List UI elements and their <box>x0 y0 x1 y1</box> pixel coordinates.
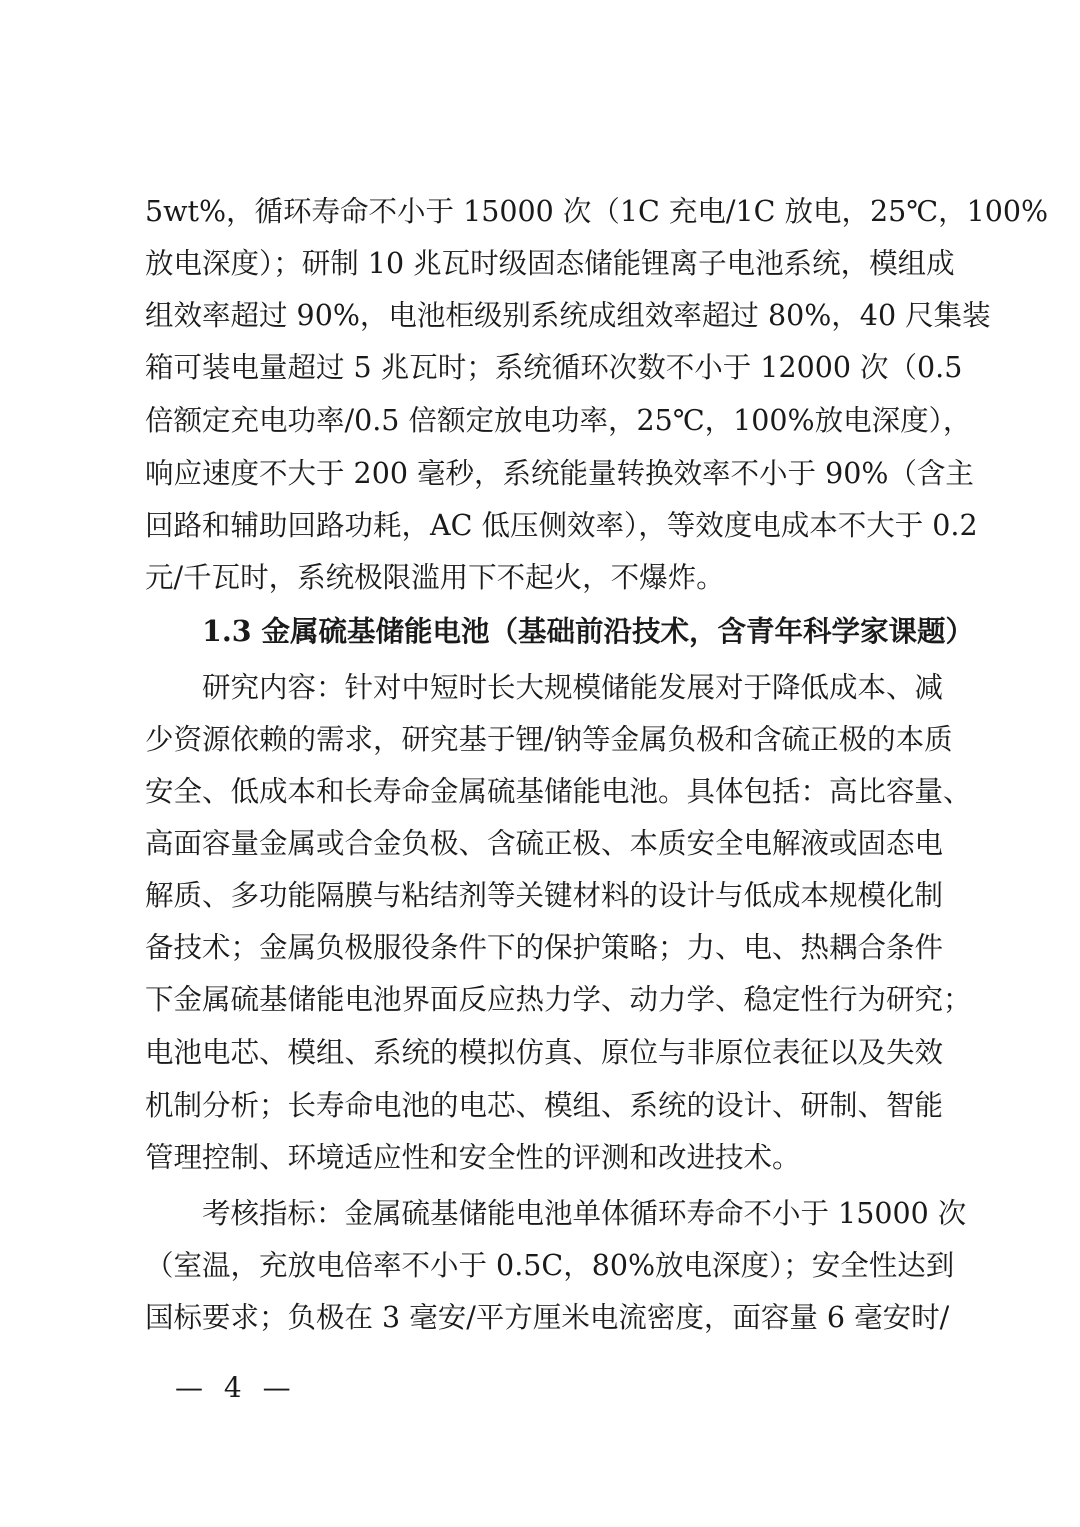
paragraph-line: 元/千瓦时，系统极限滥用下不起火，不爆炸。 <box>145 561 725 594</box>
paragraph-line: 放电深度）；研制 10 兆瓦时级固态储能锂离子电池系统，模组成 <box>145 247 955 280</box>
paragraph-line: 箱可装电量超过 5 兆瓦时；系统循环次数不小于 12000 次（0.5 <box>145 351 963 384</box>
paragraph-line: （室温，充放电倍率不小于 0.5C，80%放电深度）；安全性达到 <box>145 1249 955 1282</box>
paragraph-line: 5wt%，循环寿命不小于 15000 次（1C 充电/1C 放电，25℃，100% <box>145 195 1049 228</box>
paragraph-line: 倍额定充电功率/0.5 倍额定放电功率，25℃，100%放电深度）， <box>145 404 972 437</box>
paragraph-line: 高面容量金属或合金负极、含硫正极、本质安全电解液或固态电 <box>145 827 944 860</box>
paragraph-line: 解质、多功能隔膜与粘结剂等关键材料的设计与低成本规模化制 <box>145 879 944 912</box>
paragraph-line: 回路和辅助回路功耗，AC 低压侧效率），等效度电成本不大于 0.2 <box>145 509 978 542</box>
paragraph-line: 研究内容：针对中短时长大规模储能发展对于降低成本、减 <box>202 671 944 704</box>
paragraph-line: 管理控制、环境适应性和安全性的评测和改进技术。 <box>145 1141 801 1174</box>
section-heading: 1.3 金属硫基储能电池（基础前沿技术，含青年科学家课题） <box>202 614 975 648</box>
paragraph-line: 组效率超过 90%，电池柜级别系统成组效率超过 80%，40 尺集装 <box>145 299 991 332</box>
paragraph-line: 国标要求；负极在 3 毫安/平方厘米电流密度，面容量 6 毫安时/ <box>145 1301 950 1334</box>
page-number: — 4 — <box>175 1371 297 1404</box>
paragraph-line: 响应速度不大于 200 毫秒，系统能量转换效率不小于 90%（含主 <box>145 457 974 490</box>
paragraph-line: 考核指标：金属硫基储能电池单体循环寿命不小于 15000 次 <box>202 1197 967 1230</box>
paragraph-line: 机制分析；长寿命电池的电芯、模组、系统的设计、研制、智能 <box>145 1089 944 1122</box>
paragraph-line: 安全、低成本和长寿命金属硫基储能电池。具体包括：高比容量、 <box>145 775 972 808</box>
paragraph-line: 下金属硫基储能电池界面反应热力学、动力学、稳定性行为研究； <box>145 983 972 1016</box>
paragraph-line: 备技术；金属负极服役条件下的保护策略；力、电、热耦合条件 <box>145 931 944 964</box>
paragraph-line: 少资源依赖的需求，研究基于锂/钠等金属负极和含硫正极的本质 <box>145 723 953 756</box>
paragraph-line: 电池电芯、模组、系统的模拟仿真、原位与非原位表征以及失效 <box>145 1036 944 1069</box>
